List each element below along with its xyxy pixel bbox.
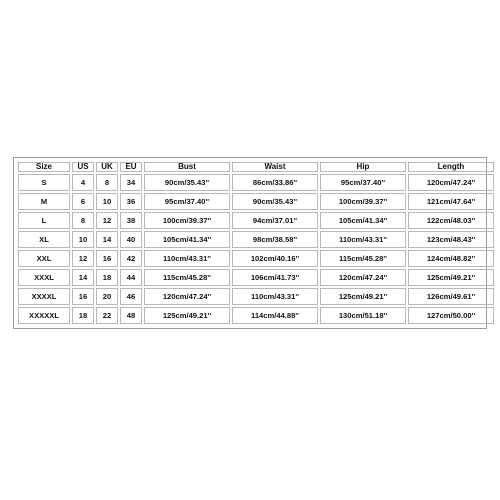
table-row [18, 250, 494, 267]
cell-hip: 105cm/41.34'' [320, 212, 406, 229]
cell-waist: 98cm/38.58'' [232, 231, 318, 248]
cell-hip: 120cm/47.24'' [320, 269, 406, 286]
cell-bust: 105cm/41.34'' [144, 231, 230, 248]
cell-length: 123cm/48.43'' [408, 231, 494, 248]
cell-bust: 110cm/43.31'' [144, 250, 230, 267]
cell-us: 12 [72, 250, 94, 267]
cell-hip: 110cm/43.31'' [320, 231, 406, 248]
table-row [18, 288, 494, 305]
cell-length: 121cm/47.64'' [408, 193, 494, 210]
cell-length: 120cm/47.24'' [408, 174, 494, 191]
cell-size: XXXXXL [18, 307, 70, 324]
cell-us: 14 [72, 269, 94, 286]
table-row [18, 193, 494, 210]
cell-hip: 115cm/45.28'' [320, 250, 406, 267]
cell-eu: 48 [120, 307, 142, 324]
cell-uk: 16 [96, 250, 118, 267]
cell-uk: 20 [96, 288, 118, 305]
cell-waist: 106cm/41.73'' [232, 269, 318, 286]
cell-uk: 18 [96, 269, 118, 286]
cell-hip: 125cm/49.21'' [320, 288, 406, 305]
cell-us: 16 [72, 288, 94, 305]
cell-waist: 114cm/44.88'' [232, 307, 318, 324]
size-chart [13, 157, 487, 329]
header-eu: EU [120, 162, 142, 172]
cell-us: 6 [72, 193, 94, 210]
cell-hip: 95cm/37.40'' [320, 174, 406, 191]
cell-size: XXL [18, 250, 70, 267]
cell-us: 18 [72, 307, 94, 324]
table-row [18, 307, 494, 324]
cell-us: 4 [72, 174, 94, 191]
cell-bust: 90cm/35.43'' [144, 174, 230, 191]
cell-length: 126cm/49.61'' [408, 288, 494, 305]
cell-hip: 130cm/51.18'' [320, 307, 406, 324]
cell-bust: 95cm/37.40'' [144, 193, 230, 210]
table-row [18, 231, 494, 248]
cell-uk: 22 [96, 307, 118, 324]
cell-us: 10 [72, 231, 94, 248]
table-row [18, 212, 494, 229]
cell-uk: 8 [96, 174, 118, 191]
header-hip: Hip [320, 162, 406, 172]
cell-length: 124cm/48.82'' [408, 250, 494, 267]
cell-hip: 100cm/39.37'' [320, 193, 406, 210]
cell-uk: 12 [96, 212, 118, 229]
cell-bust: 120cm/47.24'' [144, 288, 230, 305]
cell-eu: 46 [120, 288, 142, 305]
cell-eu: 40 [120, 231, 142, 248]
header-uk: UK [96, 162, 118, 172]
cell-eu: 36 [120, 193, 142, 210]
cell-bust: 125cm/49.21'' [144, 307, 230, 324]
cell-waist: 90cm/35.43'' [232, 193, 318, 210]
header-us: US [72, 162, 94, 172]
cell-eu: 42 [120, 250, 142, 267]
size-chart-table [16, 160, 496, 326]
cell-waist: 102cm/40.16'' [232, 250, 318, 267]
cell-waist: 86cm/33.86'' [232, 174, 318, 191]
cell-size: XL [18, 231, 70, 248]
cell-size: L [18, 212, 70, 229]
cell-uk: 10 [96, 193, 118, 210]
cell-eu: 44 [120, 269, 142, 286]
cell-eu: 38 [120, 212, 142, 229]
cell-length: 122cm/48.03'' [408, 212, 494, 229]
cell-length: 125cm/49.21'' [408, 269, 494, 286]
header-bust: Bust [144, 162, 230, 172]
cell-bust: 100cm/39.37'' [144, 212, 230, 229]
cell-waist: 94cm/37.01'' [232, 212, 318, 229]
cell-size: XXXXL [18, 288, 70, 305]
cell-waist: 110cm/43.31'' [232, 288, 318, 305]
table-header-row [18, 162, 494, 172]
cell-bust: 115cm/45.28'' [144, 269, 230, 286]
cell-size: M [18, 193, 70, 210]
cell-us: 8 [72, 212, 94, 229]
header-length: Length [408, 162, 494, 172]
cell-uk: 14 [96, 231, 118, 248]
cell-size: XXXL [18, 269, 70, 286]
cell-eu: 34 [120, 174, 142, 191]
cell-size: S [18, 174, 70, 191]
cell-length: 127cm/50.00'' [408, 307, 494, 324]
table-row [18, 269, 494, 286]
header-size: Size [18, 162, 70, 172]
table-row [18, 174, 494, 191]
header-waist: Waist [232, 162, 318, 172]
